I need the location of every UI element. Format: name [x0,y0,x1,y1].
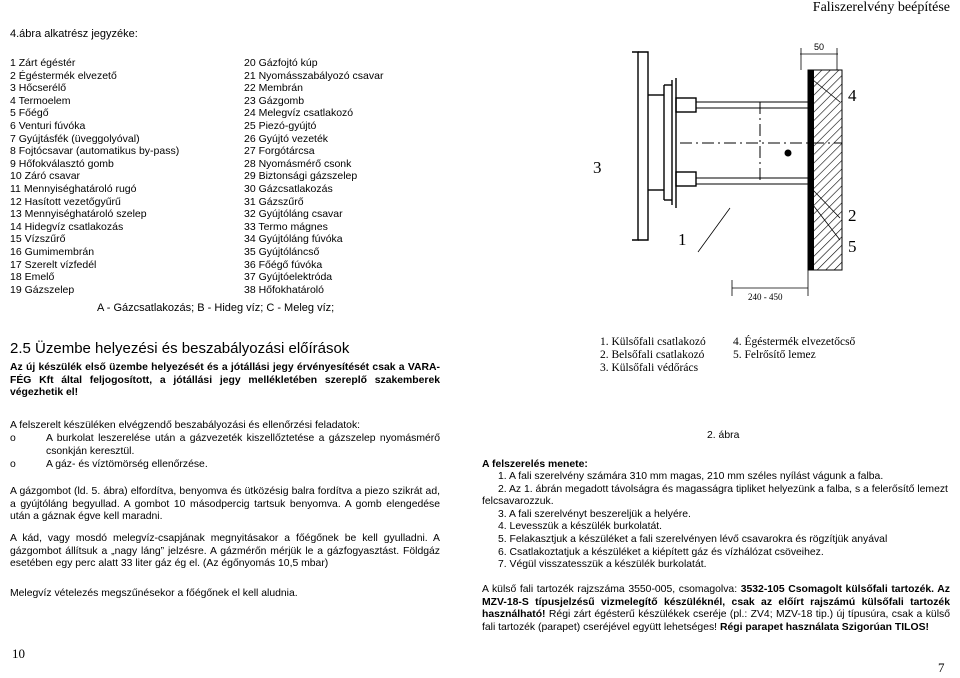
page-header-title: Faliszerelvény beépítése [812,0,950,15]
parts-list-item: 22 Membrán [244,82,303,95]
parts-list-item: 25 Piezó-gyújtó [244,119,317,132]
install-steps [482,471,952,572]
parts-list-item: 1 Zárt égéstér [10,57,76,69]
parts-list-item: 21 Nyomásszabályozó csavar [244,69,384,82]
task-bullet: o A gáz- és víztömörség ellenőrzése. [10,459,208,470]
parts-list-item: 5 Főégő [10,107,49,120]
parts-list-item: 29 Biztonsági gázszelep [244,170,358,183]
legend-item: 2. Belsőfali csatlakozó [600,349,705,361]
paragraph-shutdown: Melegvíz vételezés megszűnésekor a főégőnek el kell aludnia. [10,588,298,599]
parts-list-item: 6 Venturi fúvóka [10,119,86,132]
parts-list-item: 11 Mennyiséghatároló rugó [10,182,137,195]
warning-paragraph: Az új készülék első üzembe helyezését és a jótállási jegy érvényesítését csak a VARA-FÉG Kft által feljogosított, a jótállási jegy mellékletében szereplő szakemberek végezhetik el! [10,362,440,399]
parts-list-item: 19 Gázszelep [10,283,75,296]
parts-list-item: 10 Záró csavar [10,170,81,183]
legend-item: 4. Égéstermék elvezetőcső [733,336,856,348]
parts-list-item: 27 Forgótárcsa [244,145,315,158]
installation-drawing [580,40,960,325]
mounting-plate [808,70,814,270]
legend-column-2 [733,336,855,362]
drawing-label-1: 1 [678,230,687,249]
install-step: 6. Csatlakoztatjuk a készüléket a kiépített gáz és vízhálózat csöveihez. [498,546,824,558]
paragraph-hot-water: A kád, vagy mosdó melegvíz-csapjának megnyitásakor a főégőnek be kell gyulladni. A gázgombot állítsuk a „nagy láng” jelzésre. A gázmérőn mérjük le a gázfogyasztást. Földgáz esetében egy perc alatt 33 liter gáz ég el. (Az égőnyomás 10,5 mbar) [10,533,440,570]
install-step: 2. Az 1. ábrán megadott távolságra és magasságra tipliket helyezünk a falba, s a felerősítő lemezt felcsavarozzuk. [482,483,948,508]
install-step: 4. Levesszük a készülék burkolatát. [498,521,663,533]
bullet-marker: o [10,459,16,470]
parts-list-item: 3 Hőcserélő [10,82,67,95]
legend-column-1 [600,336,706,375]
parts-list-item: 7 Gyújtásfék (üveggolyóval) [10,132,140,145]
parts-list-item: 20 Gázfojtó kúp [244,57,318,69]
parts-list-right [244,57,383,296]
parts-list-item: 30 Gázcsatlakozás [244,182,333,195]
parts-list-item: 12 Hasított vezetőgyűrű [10,195,121,208]
drawing-label-4: 4 [848,86,857,105]
parts-list-item: 2 Égéstermék elvezető [10,69,117,82]
parts-list-item: 38 Hőfokhatároló [244,283,324,296]
parts-list-item: 32 Gyújtóláng csavar [244,208,343,221]
figure-caption: 2. ábra [707,430,740,441]
parts-list-item: 15 Vízszűrő [10,233,66,246]
install-step: 5. Felakasztjuk a készüléket a fali szerelvényen lévő csavarokra és rögzítjük anyával [498,533,888,545]
parts-list-footer: A - Gázcsatlakozás; B - Hideg víz; C - Meleg víz; [97,302,335,314]
parts-list-title: 4.ábra alkatrész jegyzéke: [10,28,138,40]
install-step: 7. Végül visszatesszük a készülék burkolatát. [498,559,707,571]
task-bullet: o A burkolat leszerelése után a gázvezeték kiszellőztetése a gázszelep nyomásmérő csonkján keresztül. [10,433,440,457]
drawing-label-2: 2 [848,206,857,225]
wall-outline [632,52,696,240]
drawing-label-5: 5 [848,237,857,256]
legend-item: 5. Felrősítő lemez [733,349,816,361]
bolt [785,150,792,157]
parts-list-item: 35 Gyújtóláncső [244,245,320,258]
parts-list-item: 17 Szerelt vízfedél [10,258,97,271]
accessory-note: A külső fali tartozék rajzszáma 3550-005, csomagolva: 3532-105 Csomagolt külsőfali tartozék. Az MZV-18-S típusjelzésű vizmelegítő készüléknél, csak az előírt rajszámú külsőfali tartozék használható! Régi zárt égésterű készülékek cseréje (pl.: ZV4; MZV-18 tip.) új típusúra, csak a külső fali tartozék (parapet) cseréjével együtt lehetséges! Régi parapet használata Szigorúan TILOS! [482,584,950,633]
parts-list-item: 28 Nyomásmérő csonk [244,157,352,170]
legend-item: 3. Külsőfali védőrács [600,362,699,374]
section-heading: 2.5 Üzembe helyezési és beszabályozási előírások [10,340,350,357]
install-step: 1. A fali szerelvény számára 310 mm magas, 210 mm széles nyílást vágunk a falba. [498,471,884,482]
parts-list-item: 9 Hőfokválasztó gomb [10,157,114,170]
install-title: A felszerelés menete: [482,459,588,470]
parts-list-item: 33 Termo mágnes [244,220,328,233]
tasks-intro: A felszerelt készüléken elvégzendő beszabályozási és ellenőrzési feladatok: [10,420,361,431]
parts-list-item: 18 Emelő [10,271,55,284]
parts-list-item: 24 Melegvíz csatlakozó [244,107,354,120]
page-number-right: 7 [938,660,945,675]
dimension-bottom-label: 240 - 450 [748,292,783,302]
drawing-label-3: 3 [593,158,602,177]
parts-list-item: 26 Gyújtó vezeték [244,132,329,145]
parts-list-item: 14 Hidegvíz csatlakozás [10,220,124,233]
parts-list-left [10,57,179,296]
parts-list-item: 8 Fojtócsavar (automatikus by-pass) [10,145,180,158]
parts-list-item: 36 Főégő fúvóka [244,258,323,271]
parts-list-item: 4 Termoelem [10,94,71,107]
parts-list-item: 34 Gyújtóláng fúvóka [244,233,343,246]
parts-list-item: 16 Gumimembrán [10,245,95,258]
paragraph-gas-knob: A gázgombot (ld. 5. ábra) elfordítva, benyomva és ütközésig balra fordítva a piezo szikrát ad, a gyújtóláng begyullad. A gombot 10 másodpercig tartsuk benyomva. A gomb elengedése után a gáznak égve kell maradni. [10,486,440,523]
bullet-marker: o [10,433,16,444]
parts-list-item: 31 Gázszűrő [244,195,304,208]
parts-list-item: 23 Gázgomb [244,94,305,107]
parts-list-item: 37 Gyújtóelektróda [244,271,333,284]
install-step: 3. A fali szerelvényt beszereljük a helyére. [498,508,691,520]
dimension-top-label: 50 [814,42,825,52]
parts-list-item: 13 Mennyiséghatároló szelep [10,208,147,221]
legend-item: 1. Külsőfali csatlakozó [600,336,706,348]
page-number-left: 10 [12,646,25,661]
